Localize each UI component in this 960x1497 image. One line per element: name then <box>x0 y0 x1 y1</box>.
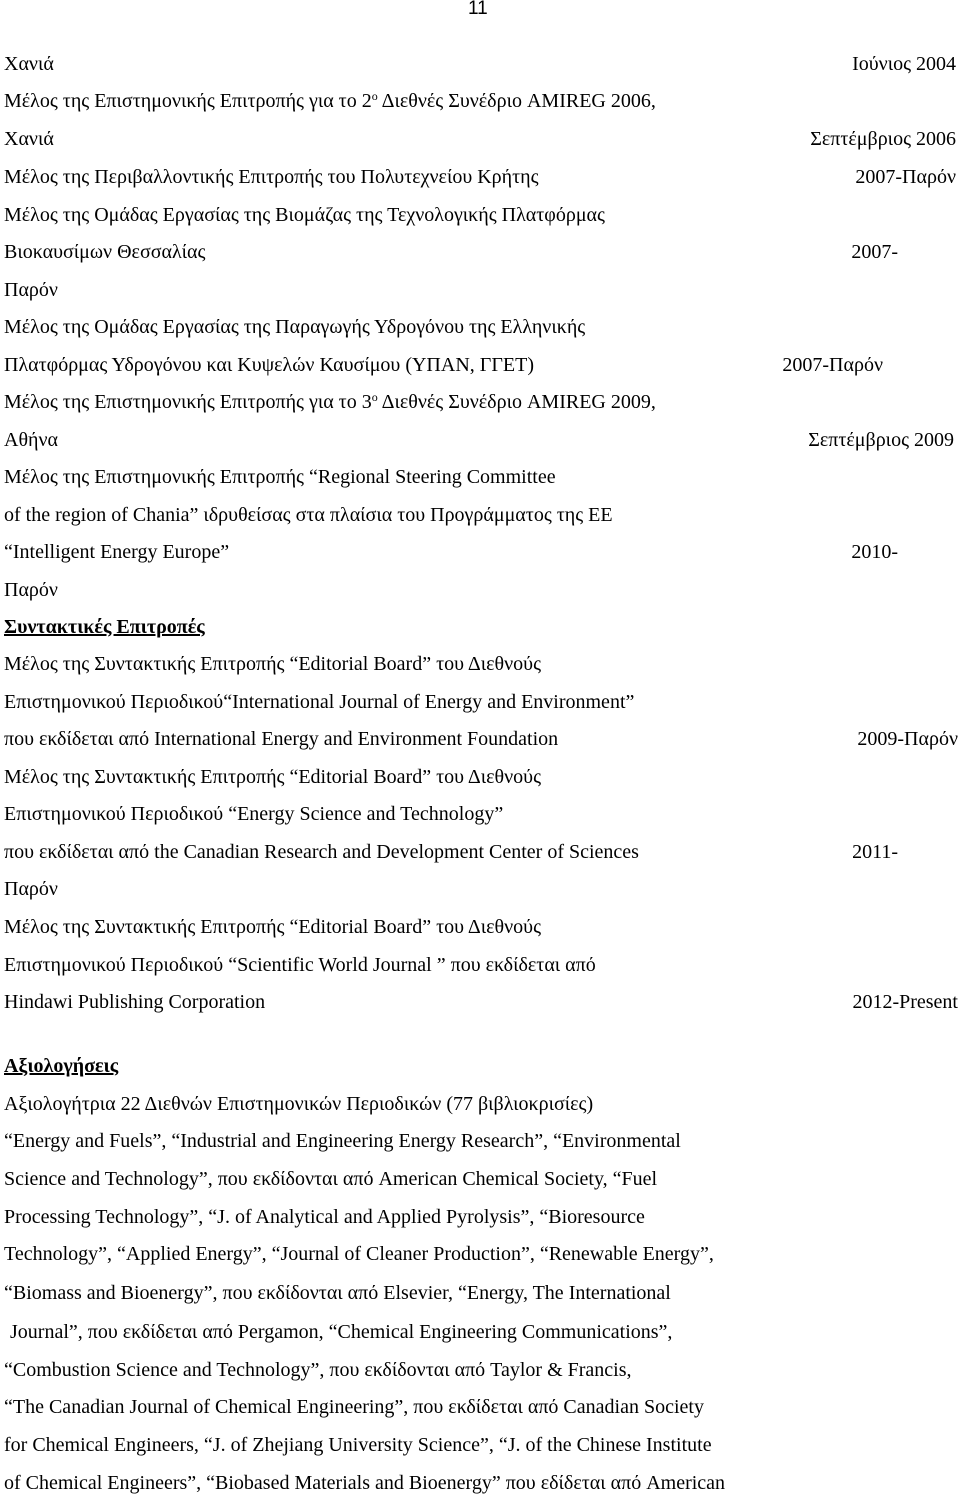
text-line <box>4 390 656 414</box>
text-line <box>4 727 558 751</box>
ordinal-superscript: ο <box>371 89 378 103</box>
text-line <box>4 315 585 339</box>
text-line <box>4 915 541 939</box>
text-line <box>4 52 54 76</box>
line-text: Επιστημονικού Περιοδικού “Energy Science and Technology” <box>4 803 504 825</box>
line-text: Hindawi Publishing Corporation <box>4 991 266 1013</box>
text-line <box>4 990 265 1014</box>
text-line <box>4 89 656 113</box>
line-text: Μέλος της Επιστημονικής Επιτροπής “Regional Steering Committee <box>4 466 556 488</box>
line-text: Επιστημονικού Περιοδικού “Scientific World Journal ” που εκδίδεται από <box>4 954 596 976</box>
section-heading <box>4 1054 118 1078</box>
text-line <box>4 465 556 489</box>
date-range: 2007-Παρόν <box>855 166 956 188</box>
text-line <box>4 1129 681 1153</box>
text-line <box>4 1167 657 1191</box>
text-line <box>4 353 534 377</box>
line-text: Μέλος της Ομάδας Εργασίας της Βιομάζας της Τεχνολογικής Πλατφόρμας <box>4 204 605 226</box>
date-range: 2010- <box>851 541 898 563</box>
page-number: 11 <box>468 0 488 19</box>
text-line <box>4 1242 714 1266</box>
text-line <box>4 127 54 151</box>
line-text: Μέλος της Συντακτικής Επιτροπής “Editorial Board” του Διεθνούς <box>4 653 541 675</box>
line-text: Αξιολογήτρια 22 Διεθνών Επιστημονικών Περιοδικών (77 βιβλιοκρισίες) <box>4 1093 594 1115</box>
date-range: 2009-Παρόν <box>857 728 958 750</box>
text-line <box>4 1358 632 1382</box>
date-range: 2011- <box>852 841 898 863</box>
line-text: Journal”, που εκδίδεται από Pergamon, “Chemical Engineering Communications”, <box>10 1321 673 1343</box>
date-range: Σεπτέμβριος 2006 <box>810 128 956 150</box>
line-text: που εκδίδεται από International Energy and Environment Foundation <box>4 728 559 750</box>
line-text: “Intelligent Energy Europe” <box>4 541 230 563</box>
line-text: for Chemical Engineers, “J. of Zhejiang University Science”, “J. of the Chinese Institute <box>4 1434 712 1456</box>
text-line <box>4 578 58 602</box>
line-text-cont: Διεθνές Συνέδριο AMIREG 2009, <box>377 391 656 413</box>
date-range: 2007- <box>851 241 898 263</box>
line-text: Μέλος της Επιστημονικής Επιτροπής για το 3 <box>4 391 372 413</box>
text-line <box>4 503 613 527</box>
text-line <box>4 428 58 452</box>
line-text: Μέλος της Ομάδας Εργασίας της Παραγωγής Υδρογόνου της Ελληνικής <box>4 316 586 338</box>
text-line <box>4 540 229 564</box>
line-text: Παρόν <box>4 579 58 601</box>
text-line <box>4 1471 725 1495</box>
line-text: Μέλος της Συντακτικής Επιτροπής “Editorial Board” του Διεθνούς <box>4 916 541 938</box>
text-line <box>4 1092 593 1116</box>
line-text: of Chemical Engineers”, “Biobased Materials and Bioenergy” που εδίδεται από American <box>4 1472 726 1494</box>
line-text: “Biomass and Bioenergy”, που εκδίδονται από Elsevier, “Energy, The International <box>4 1282 671 1304</box>
line-text: Processing Technology”, “J. of Analytical and Applied Pyrolysis”, “Bioresource <box>4 1206 645 1228</box>
text-line <box>4 1281 671 1305</box>
text-line <box>4 953 596 977</box>
date-range: 2007-Παρόν <box>782 354 883 376</box>
text-line <box>4 690 634 714</box>
ordinal-superscript: ο <box>371 390 378 404</box>
section-heading <box>4 615 205 639</box>
text-line <box>4 877 58 901</box>
line-text: Αθήνα <box>4 429 59 451</box>
text-line <box>4 165 539 189</box>
line-text: Αξιολογήσεις <box>4 1055 119 1077</box>
text-line <box>4 802 503 826</box>
line-text: Μέλος της Επιστημονικής Επιτροπής για το 2 <box>4 90 372 112</box>
text-line <box>4 1395 704 1419</box>
date-range: Σεπτέμβριος 2009 <box>808 429 954 451</box>
line-text: Χανιά <box>4 53 54 75</box>
date-range: 2012-Present <box>852 991 958 1013</box>
line-text: “The Canadian Journal of Chemical Engineering”, που εκδίδεται από Canadian Society <box>4 1396 704 1418</box>
text-line <box>4 278 58 302</box>
line-text: Επιστημονικού Περιοδικού“International Journal of Energy and Environment” <box>4 691 635 713</box>
line-text: Science and Technology”, που εκδίδονται από American Chemical Society, “Fuel <box>4 1168 658 1190</box>
text-line <box>4 652 541 676</box>
line-text: Παρόν <box>4 878 58 900</box>
line-text: Technology”, “Applied Energy”, “Journal of Cleaner Production”, “Renewable Energy”, <box>4 1243 714 1265</box>
line-text: Μέλος της Περιβαλλοντικής Επιτροπής του Πολυτεχνείου Κρήτης <box>4 166 539 188</box>
text-line <box>10 1320 672 1344</box>
line-text: που εκδίδεται από the Canadian Research and Development Center of Sciences <box>4 841 639 863</box>
line-text-cont: Διεθνές Συνέδριο AMIREG 2006, <box>377 90 656 112</box>
line-text: Συντακτικές Επιτροπές <box>4 616 205 638</box>
line-text: Πλατφόρμας Υδρογόνου και Κυψελών Καυσίμου (ΥΠΑΝ, ΓΓΕΤ) <box>4 354 534 376</box>
text-line <box>4 765 541 789</box>
text-line <box>4 203 605 227</box>
text-line <box>4 240 205 264</box>
line-text: Βιοκαυσίμων Θεσσαλίας <box>4 241 206 263</box>
text-line <box>4 1433 712 1457</box>
line-text: Μέλος της Συντακτικής Επιτροπής “Editorial Board” του Διεθνούς <box>4 766 541 788</box>
line-text: “Energy and Fuels”, “Industrial and Engineering Energy Research”, “Environmental <box>4 1130 681 1152</box>
line-text: Παρόν <box>4 279 58 301</box>
date-range: Ιούνιος 2004 <box>852 53 956 75</box>
line-text: of the region of Chania” ιδρυθείσας στα πλαίσια του Προγράμματος της ΕΕ <box>4 504 613 526</box>
text-line <box>4 1205 645 1229</box>
line-text: “Combustion Science and Technology”, που εκδίδονται από Taylor & Francis, <box>4 1359 632 1381</box>
line-text: Χανιά <box>4 128 54 150</box>
text-line <box>4 840 639 864</box>
